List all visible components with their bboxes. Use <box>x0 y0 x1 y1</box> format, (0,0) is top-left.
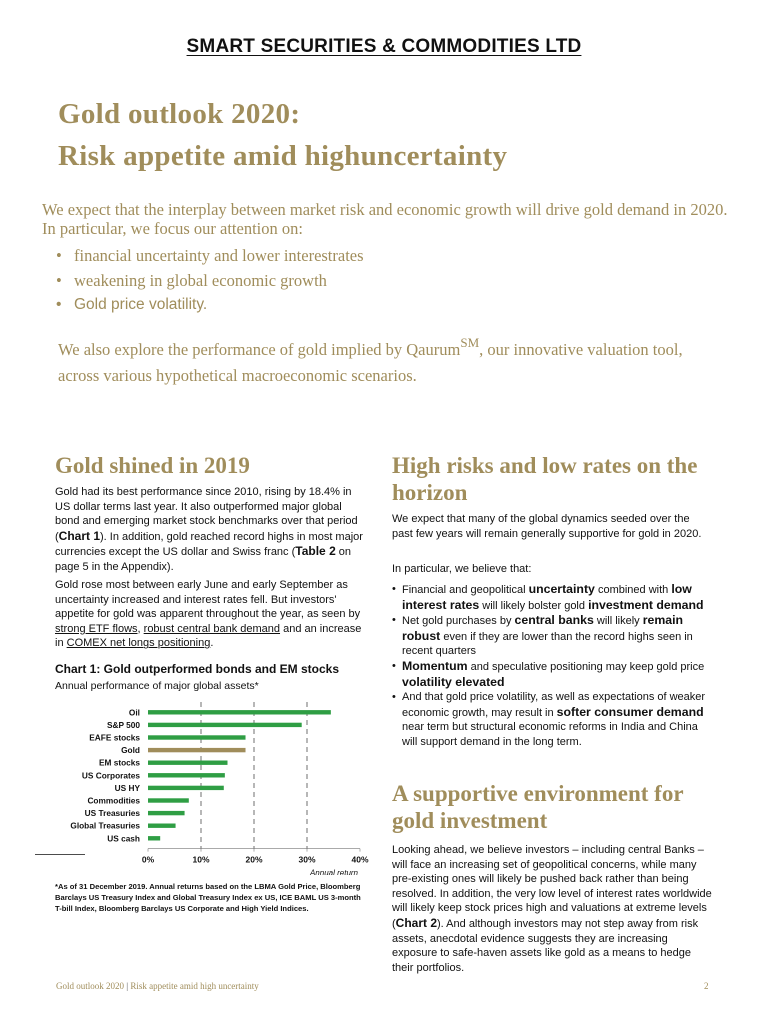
table-reference: Table 2 <box>295 544 336 559</box>
page-title-line2: Risk appetite amid highuncertainty <box>58 140 508 172</box>
high-risks-paragraph-2: In particular, we believe that: <box>392 563 532 575</box>
bar <box>148 761 228 765</box>
x-tick-label: 30% <box>298 854 316 865</box>
x-tick-label: 0% <box>141 854 155 865</box>
category-label: Global Treasuries <box>70 820 140 831</box>
category-label: EM stocks <box>98 757 140 768</box>
category-label: Commodities <box>87 795 140 806</box>
qaurum-paragraph: We also explore the performance of gold implied by Qaurum℠, our innovative valuation tool, across various hypothetical macroeconomic scenarios. <box>58 335 683 385</box>
link-comex-positioning[interactable]: COMEX net longs positioning <box>66 637 211 650</box>
bar <box>148 798 189 802</box>
category-label: EAFE stocks <box>89 732 140 743</box>
focus-list <box>56 246 364 321</box>
category-label: S&P 500 <box>106 719 140 730</box>
category-label: US Corporates <box>81 770 140 781</box>
gold-shined-paragraph-2: Gold rose most between early June and early September as uncertainty increased and interest rates fell. But investors' appetite for gold was apparent throughout the year, as seen by strong ETF flows, robust central bank demand and an increase in COMEX net longs positioning. <box>55 579 362 650</box>
intro-paragraph: We expect that the interplay between market risk and economic growth will drive gold demand in 2020. In particular, we focus our attention on: <box>42 200 728 238</box>
section-heading-high-risks: High risks and low rates on the horizon <box>392 453 698 505</box>
link-etf-flows[interactable]: strong ETF flows <box>55 622 138 635</box>
belief-item: • Financial and geopolitical uncertainty combined with low interest rates will likely bolster gold investment demand <box>392 582 712 613</box>
bar <box>148 824 176 828</box>
belief-item: • And that gold price volatility, as well as expectations of weaker economic growth, may result in softer consumer demand near term but structural economic reforms in India and China will support demand in the long term. <box>392 690 712 749</box>
bar <box>148 811 185 815</box>
category-label: Oil <box>128 707 140 718</box>
focus-item: • financial uncertainty and lower interestrates <box>56 246 364 271</box>
supportive-paragraph: Looking ahead, we believe investors – including central Banks – will face an increasing set of geopolitical concerns, while many pre-existing ones will likely be pushed back rather than being resolved. In addition, the very low level of interest rates worldwide will likely keep stock prices high and valuations at extreme levels (Chart 2). And although investors may not step away from risk assets, anecdotal evidence suggests they are increasing exposure to safe-haven assets like gold as a means to hedge their portfolios. <box>392 844 712 974</box>
page-title-line1: Gold outlook 2020: <box>58 98 301 130</box>
x-tick-label: 40% <box>351 854 369 865</box>
company-header: SMART SECURITIES & COMMODITIES LTD <box>186 36 582 57</box>
focus-item: • weakening in global economic growth <box>56 271 364 296</box>
section-heading-gold-shined: Gold shined in 2019 <box>55 453 250 478</box>
footer-title: Gold outlook 2020 | Risk appetite amid high uncertainty <box>56 981 259 991</box>
x-axis-label: Annual return <box>309 868 358 875</box>
bar <box>148 786 224 790</box>
category-label: US HY <box>114 782 140 793</box>
focus-item: • Gold price volatility. <box>56 296 364 321</box>
bar <box>148 723 302 727</box>
x-tick-label: 20% <box>245 854 263 865</box>
chart-subtitle: Annual performance of major global assets* <box>55 680 259 692</box>
gold-shined-paragraph-1: Gold had its best performance since 2010, rising by 18.4% in US dollar terms last year. It also outperformed major global bond and emerging market stock benchmarks over that period (Chart 1). In addition, gold reached record highs in most major currencies except the US dollar and Swiss franc (Table 2 on page 5 in the Appendix). <box>55 486 363 573</box>
belief-item: • Net gold purchases by central banks will likely remain robust even if they are lower than the record highs seen in recent quarters <box>392 613 712 659</box>
bar <box>148 735 246 739</box>
category-label: US cash <box>107 833 140 844</box>
section-heading-supportive: A supportive environment for gold investment <box>392 781 684 833</box>
bar <box>148 773 225 777</box>
trademark-mark: SM <box>460 335 480 350</box>
chart-reference: Chart 1 <box>58 528 101 543</box>
category-label: US Treasuries <box>84 808 140 819</box>
bar <box>148 748 246 752</box>
chart-reference: Chart 2 <box>395 915 438 930</box>
bar <box>148 836 160 840</box>
page-number: 2 <box>704 981 709 991</box>
bar <box>148 710 331 714</box>
belief-item: • Momentum and speculative positioning may keep gold price volatility elevated <box>392 659 712 690</box>
link-central-bank-demand[interactable]: robust central bank demand <box>143 622 281 635</box>
beliefs-list <box>392 582 712 750</box>
chart-title: Chart 1: Gold outperformed bonds and EM stocks <box>55 662 340 676</box>
bar-chart <box>30 700 375 875</box>
chart-footnote: *As of 31 December 2019. Annual returns based on the LBMA Gold Price, Bloomberg Barclays US Treasury Index and Global Treasury Index ex US, ICE BAML US 3-month T-bill Index, Bloomberg Barclays US Corporate and High Yield Indices. <box>55 882 361 913</box>
category-label: Gold <box>121 745 140 756</box>
high-risks-paragraph-1: We expect that many of the global dynamics seeded over the past few years will remain generally supportive for gold in 2020. <box>392 513 702 540</box>
x-tick-label: 10% <box>192 854 210 865</box>
